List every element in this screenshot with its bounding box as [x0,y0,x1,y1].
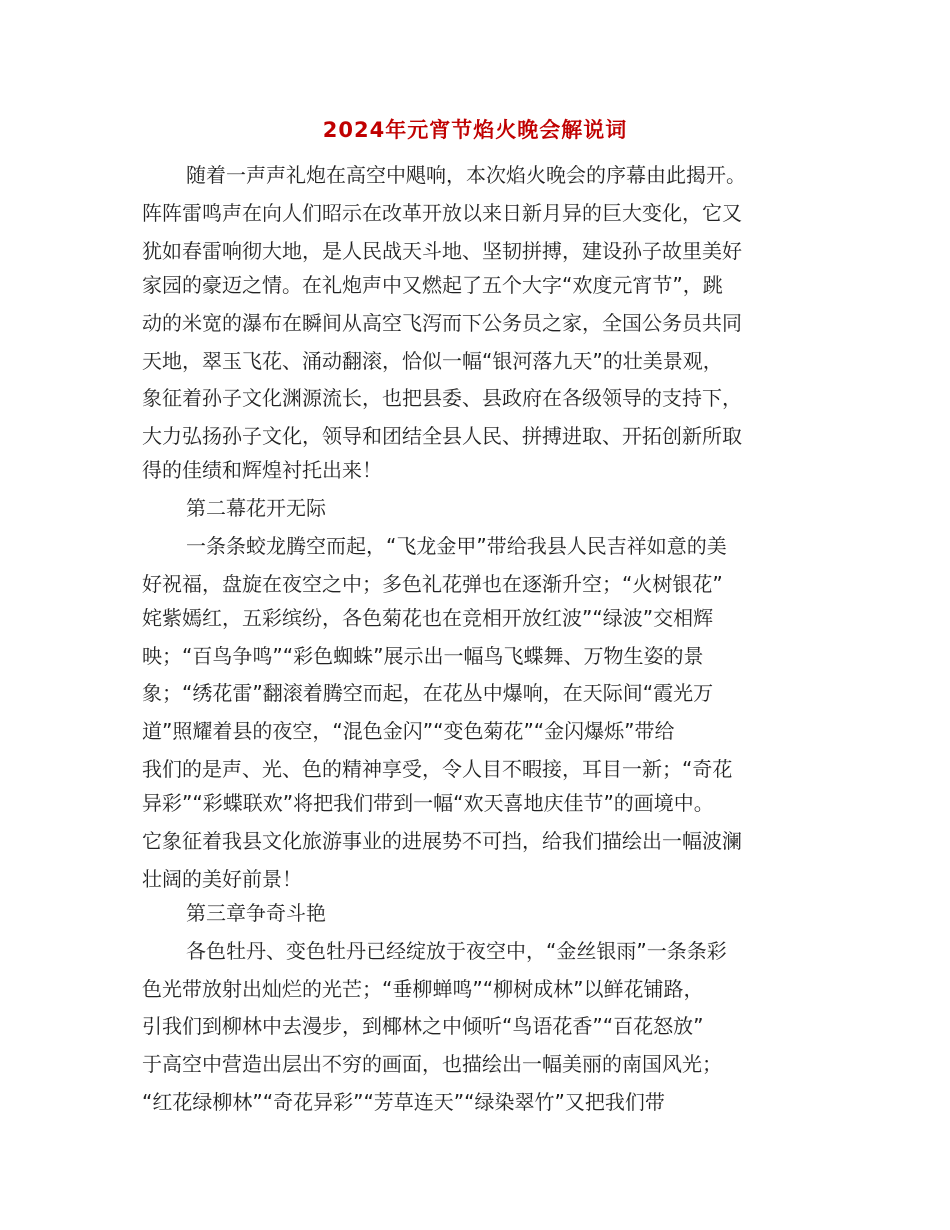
text-line: 色光带放射出灿烂的光芒；“垂柳蝉鸣”“柳树成林”以鲜花铺路， [142,977,704,1001]
text-line: 它象征着我县文化旅游事业的进展势不可挡，给我们描绘出一幅波澜 [142,829,742,853]
text-line: 姹紫嫣红，五彩缤纷，各色菊花也在竞相开放红波”“绿波”交相辉 [142,606,714,630]
text-line: 引我们到柳林中去漫步，到椰林之中倾听“鸟语花香”“百花怒放” [142,1014,704,1038]
text-line: 动的米宽的瀑布在瞬间从高空飞泻而下公务员之家，全国公务员共同 [142,311,742,335]
text-line: 阵阵雷鸣声在向人们昭示在改革开放以来日新月异的巨大变化，它又 [142,201,742,225]
text-line: 道”照耀着县的夜空，“混色金闪”“变色菊花”“金闪爆烁”带给 [142,719,675,743]
text-line: 于高空中营造出层出不穷的画面，也描绘出一幅美丽的南国风光； [142,1052,722,1076]
text-line: 好祝福，盘旋在夜空之中；多色礼花弹也在逐渐升空；“火树银花” [142,572,723,596]
section-heading: 第三章争奇斗艳 [186,901,326,925]
text-line: 象征着孙子文化渊源流长，也把县委、县政府在各级领导的支持下， [142,386,742,410]
text-line: 异彩”“彩蝶联欢”将把我们带到一幅“欢天喜地庆佳节”的画境中。 [142,791,714,815]
text-line: 各色牡丹、变色牡丹已经绽放于夜空中，“金丝银雨”一条条彩 [186,939,727,963]
text-line: 犹如春雷响彻大地，是人民战天斗地、坚韧拼搏，建设孙子故里美好 [142,239,742,263]
text-line: 家园的豪迈之情。在礼炮声中又燃起了五个大字“欢度元宵节”，跳 [142,273,723,297]
text-line: 映；“百鸟争鸣”“彩色蜘蛛”展示出一幅鸟飞蝶舞、万物生姿的景 [142,644,704,668]
text-line: 我们的是声、光、色的精神享受，令人目不暇接，耳目一新；“奇花 [142,757,733,781]
text-line: 大力弘扬孙子文化，领导和团结全县人民、拼搏进取、开拓创新所取 [142,424,742,448]
text-line: 得的佳绩和辉煌衬托出来！ [142,458,382,482]
text-line: 随着一声声礼炮在高空中飓响，本次焰火晚会的序幕由此揭开。 [186,163,746,187]
text-line: 天地，翠玉飞花、涌动翻滚，恰似一幅“银河落九天”的壮美景观， [142,349,723,373]
text-line: “红花绿柳林”“奇花异彩”“芳草连天”“绿染翠竹”又把我们带 [142,1090,665,1114]
text-line: 壮阔的美好前景！ [142,867,302,891]
text-line: 象；“绣花雷”翻滚着腾空而起，在花丛中爆响，在天际间“霞光万 [142,681,714,705]
text-line: 一条条蛟龙腾空而起，“飞龙金甲”带给我县人民吉祥如意的美 [186,534,727,558]
document-title: 2024年元宵节焰火晚会解说词 [322,118,628,142]
section-heading: 第二幕花开无际 [186,496,326,520]
